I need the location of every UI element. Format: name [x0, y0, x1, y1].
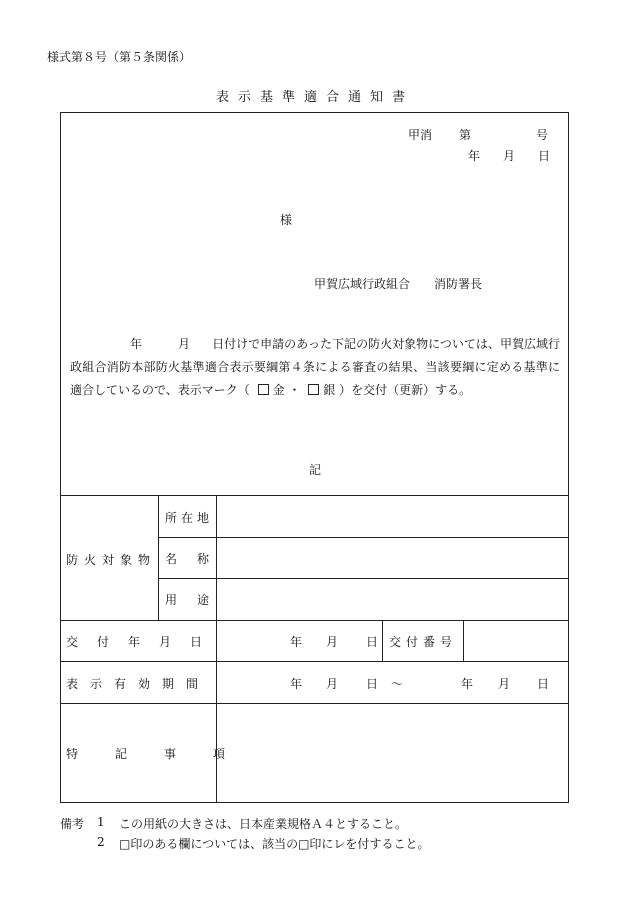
location-field[interactable] — [217, 496, 568, 536]
name-field[interactable] — [217, 538, 568, 577]
issue-year: 年 — [290, 635, 303, 649]
validity-label: 表示有効期間 — [66, 677, 211, 691]
name-label: 名 称 — [165, 552, 214, 566]
date-day-label: 日 — [538, 149, 551, 163]
issue-day: 日 — [366, 635, 379, 649]
issue-number-field[interactable] — [464, 621, 568, 660]
gold-label: 金 — [272, 383, 285, 397]
form-frame — [60, 112, 569, 803]
body-text-end: ）を交付（更新）する。 — [339, 383, 472, 397]
validity-end-day: 日 — [537, 677, 550, 691]
date-year-label: 年 — [468, 149, 481, 163]
silver-label: 銀 — [323, 383, 336, 397]
note-2-number: 2 — [97, 835, 105, 849]
ki-label: 記 — [309, 463, 322, 477]
doc-number-dai: 第 — [459, 128, 472, 142]
body-month-label: 月 — [178, 337, 191, 351]
remarks-label: 特記事項 — [66, 747, 263, 761]
validity-start-day: 日 — [366, 677, 379, 691]
issuer-name: 甲賀広域行政組合 消防署長 — [314, 277, 483, 291]
notice-paragraph — [70, 333, 560, 402]
use-label: 用 途 — [165, 593, 214, 607]
doc-number-prefix: 甲消 — [408, 128, 433, 142]
document-title: 表示基準適合通知書 — [215, 90, 414, 105]
use-field[interactable] — [217, 579, 568, 619]
doc-number-go: 号 — [536, 128, 549, 142]
fire-target-label: 防火対象物 — [66, 553, 157, 567]
addressee-suffix: 様 — [280, 213, 293, 227]
validity-start-month: 月 — [326, 677, 339, 691]
note-1-number: 1 — [97, 815, 105, 829]
notes-label: 備考 — [60, 817, 85, 831]
form-id: 様式第８号（第５条関係） — [47, 50, 192, 64]
gold-checkbox[interactable] — [258, 384, 269, 395]
issue-month: 月 — [326, 635, 339, 649]
validity-end-month: 月 — [498, 677, 511, 691]
validity-tilde: ～ — [391, 677, 404, 691]
location-label: 所在地 — [165, 511, 214, 525]
validity-end-year: 年 — [461, 677, 474, 691]
separator-dot: ・ — [288, 383, 301, 397]
date-month-label: 月 — [503, 149, 516, 163]
silver-checkbox[interactable] — [308, 384, 319, 395]
issue-number-label: 交付番号 — [389, 635, 458, 649]
issue-date-label-text: 交付年月日 — [66, 635, 222, 649]
remarks-field[interactable] — [217, 704, 568, 802]
issue-date-label — [66, 633, 222, 650]
validity-start-year: 年 — [290, 677, 303, 691]
body-year-label: 年 — [130, 337, 143, 351]
note-2-text: □印のある欄については、該当の□印にレを付すること。 — [119, 837, 430, 851]
body-text: 日付けで申請のあった下記の防火対象物については、甲賀広域行政組合消防本部防火基準適合表示要綱第４条による審査の結果、当該要綱に定める基準に適合しているので、表示マーク（ — [70, 337, 560, 397]
note-1-text: この用紙の大きさは、日本産業規格Ａ４とすること。 — [119, 817, 408, 831]
